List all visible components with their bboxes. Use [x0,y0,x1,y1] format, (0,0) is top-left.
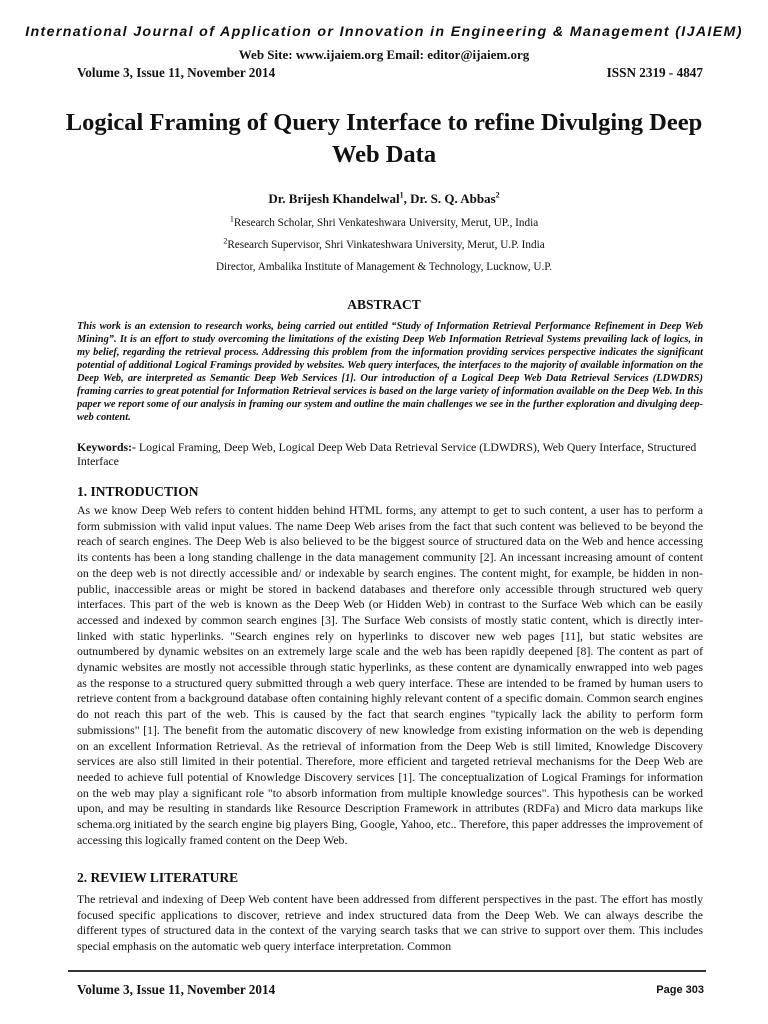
affiliation-3: Director, Ambalika Institute of Management & Technology, Lucknow, U.P. [215,261,553,273]
volume-row [77,65,703,81]
affiliation-2-text: Research Supervisor, Shri Vinkateshwara University, Merut, U.P. India [227,239,545,251]
footer-volume: Volume 3, Issue 11, November 2014 [77,982,276,997]
affiliation-1 [0,214,768,229]
review-paragraph: The retrieval and indexing of Deep Web content have been addressed from different perspectives in the past. The effort has mostly focused specific applications to discover, retrieve and index structured data from the Deep Web. We can always describe the different types of structured data in the context of the varying search tasks that we can strive to support over them. This includes special emphasis on the automatic web query interface interpretation. Common [77,892,703,954]
introduction-paragraph: As we know Deep Web refers to content hidden behind HTML forms, any attempt to get to such content, a user has to perform a form submission with valid input values. The name Deep Web arises from the fact that such content was believed to be beyond the reach of search engines. The Deep Web is also believed to be the biggest source of structured data on the Web and hence accessing its contents has been a long standing challenge in the data management community [2]. An incessant increasing amount of content on the deep web is not directly accessible and/ or indexable by search engines. The content might, for example, be hidden in non-public, inaccessible areas or might be stored in backend databases and therefore only accessible through structured web query interfaces. This part of the web is known as the Deep Web (or Hidden Web) in contrast to the Surface Web which can be easily accessed and indexed by common search engines [3]. The Surface Web consists of mostly static content, which is directly inter-linked with static hyperlinks. "Search engines rely on hyperlinks to discover new web pages [11], but static websites are outnumbered by dynamic websites on an extremely large scale and the web has been rapidly deepened [8]. The content as part of dynamic websites are mostly not accessible through static hyperlinks, as these content are dynamically enwrapped into web pages as the response to a structured query submitted through a web query interface. These are intended to be framed by human users to retrieve content from a background database often containing highly relevant content of a specific domain. Common search engines do not reach this part of the web. This is caused by the fact that search engines "typically lack the ability to perform form submissions" [1]. The benefit from the automatic discovery of new knowledge from existing information on the web is depending on an excellent Information Retrieval. As the retrieval of information from the Deep Web is still limited, Knowledge Discovery services are also still limited in their potential. Therefore, more efficient and targeted retrieval mechanisms for the Deep Web are needed to achieve full potential of Knowledge Discovery services [1]. The conceptualization of Logical Framings for information on the web may play a significant role "to absorb information from multiple knowledge sources". This hypothesis can be worked upon, and may be resulting in standards like Resource Description Framework in attributes (RDFa) and Micro data markups like schema.org initiated by the search engine big players Bing, Google, Yahoo, etc.. Therefore, this paper addresses the improvement of accessing this logically framed content on the Deep Web. [77,503,703,847]
section-heading-review: 2. REVIEW LITERATURE [77,870,239,885]
affiliation-1-sup: 1 [229,214,234,224]
affiliation-2-sup: 2 [223,236,228,246]
authors [0,191,768,207]
header-issn: ISSN 2319 - 4847 [606,65,703,80]
header-volume: Volume 3, Issue 11, November 2014 [77,65,276,80]
footer-page-number: Page 303 [656,984,704,996]
section-heading-introduction: 1. INTRODUCTION [77,484,199,499]
footer-divider [68,970,706,972]
keywords [77,440,703,468]
author-2-sup: 2 [495,190,500,200]
affiliation-2 [0,236,768,251]
journal-name: International Journal of Application or Innovation in Engineering & Management (IJAIEM) [25,24,743,40]
abstract-text: This work is an extension to research works, being carried out entitled “Study of Information Retrieval Performance Refinement in Deep Web Mining”. It is an effort to study overcoming the limitations of the existing Deep Web Information Retrieval Systems prevailing lack of logics, in my belief, regarding the retrieval process. Addressing this problem from the information providing services perspective indicates the significant potential of additional Logical Framings provided by websites. Web query interfaces, the interfaces to the majority of available information on the Deep Web, are interpreted as Semantic Deep Web Services [1]. Our introduction of a Logical Deep Web Data Retrieval Services (LDWDRS) framing carries to great potential for Information Retrieval services is based on the large variety of information available on the Deep Web. In this paper we report some of our analysis in framing our system and outline the main challenges we see in the further exploration and divulging deep-web content. [77,321,703,423]
affiliation-1-text: Research Scholar, Shri Venkateshwara University, Merut, UP., India [233,217,539,229]
keywords-label: Keywords:- [77,440,136,454]
author-separator: , [403,191,411,206]
journal-website: Web Site: www.ijaiem.org Email: editor@ijaiem.org [238,47,530,62]
keywords-text: Logical Framing, Deep Web, Logical Deep Web Data Retrieval Service (LDWDRS), Web Query Interface, Structured Interface [77,440,697,468]
author-2: Dr. S. Q. Abbas [410,191,496,206]
abstract-heading: ABSTRACT [347,297,421,312]
author-1: Dr. Brijesh Khandelwal [268,191,400,206]
author-1-sup: 1 [399,190,404,200]
paper-title: Logical Framing of Query Interface to refine Divulging Deep Web Data [65,109,703,168]
